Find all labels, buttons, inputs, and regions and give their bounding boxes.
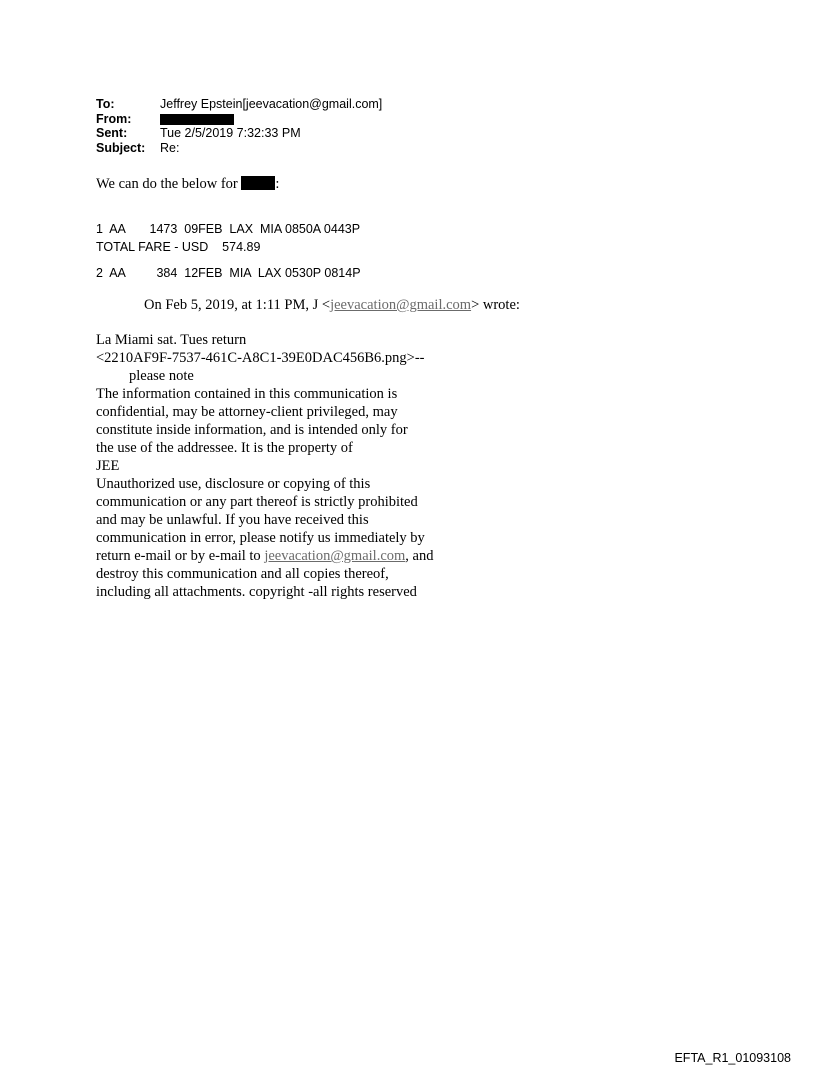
body-line: The information contained in this communication is (96, 386, 398, 402)
body-line: <2210AF9F-7537-461C-A8C1-39E0DAC456B6.png>-- (96, 350, 425, 366)
body-line: the use of the addressee. It is the property of (96, 440, 353, 456)
body-line: and may be unlawful. If you have received this (96, 512, 369, 528)
quoted-header-text: On Feb 5, 2019, at 1:11 PM, J < (144, 297, 331, 313)
sent-label: Sent: (96, 126, 128, 140)
quoted-body (96, 331, 476, 601)
to-label: To: (96, 97, 115, 111)
subject-row (96, 141, 382, 156)
body-line: communication in error, please notify us immediately by (96, 530, 425, 546)
to-value: Jeffrey Epstein[jeevacation@gmail.com] (160, 97, 383, 111)
flight-line: 2 AA 384 12FEB MIA LAX 0530P 0814P (96, 265, 361, 280)
intro-colon: : (275, 176, 280, 192)
subject-label: Subject: (96, 140, 146, 155)
quoted-header (144, 296, 520, 314)
sent-value: Tue 2/5/2019 7:32:33 PM (160, 126, 301, 140)
body-line (96, 547, 476, 565)
from-redaction (160, 114, 234, 125)
body-line: including all attachments. copyright -all rights reserved (96, 584, 417, 600)
body-line: destroy this communication and all copies thereof, (96, 566, 389, 582)
from-row (96, 112, 382, 127)
body-line: confidential, may be attorney-client privileged, may (96, 404, 398, 420)
document-id: EFTA_R1_01093108 (674, 1051, 791, 1065)
to-row (96, 97, 382, 112)
body-text-segment: , and (405, 548, 434, 564)
quoted-header-tail: > wrote: (471, 297, 520, 313)
body-line: La Miami sat. Tues return (96, 332, 247, 348)
name-redaction (241, 176, 275, 190)
body-text-segment: return e-mail or by e-mail to (96, 548, 265, 564)
flight-line: 1 AA 1473 09FEB LAX MIA 0850A 0443P (96, 222, 361, 236)
disclaimer-email-link[interactable]: jeevacation@gmail.com (264, 548, 406, 564)
body-line: constitute inside information, and is intended only for (96, 422, 408, 438)
intro-text: We can do the below for (96, 176, 242, 192)
reply-intro (96, 175, 279, 193)
total-fare: TOTAL FARE - USD 574.89 (96, 240, 261, 254)
body-line: communication or any part thereof is strictly prohibited (96, 494, 418, 510)
from-label: From: (96, 111, 132, 126)
email-header (96, 97, 382, 155)
sent-row (96, 126, 382, 141)
quoted-email-link[interactable]: jeevacation@gmail.com (330, 297, 472, 313)
body-line: JEE (96, 458, 120, 474)
body-line: please note (129, 368, 194, 384)
body-line: Unauthorized use, disclosure or copying of this (96, 476, 371, 492)
subject-value: Re: (160, 140, 180, 155)
